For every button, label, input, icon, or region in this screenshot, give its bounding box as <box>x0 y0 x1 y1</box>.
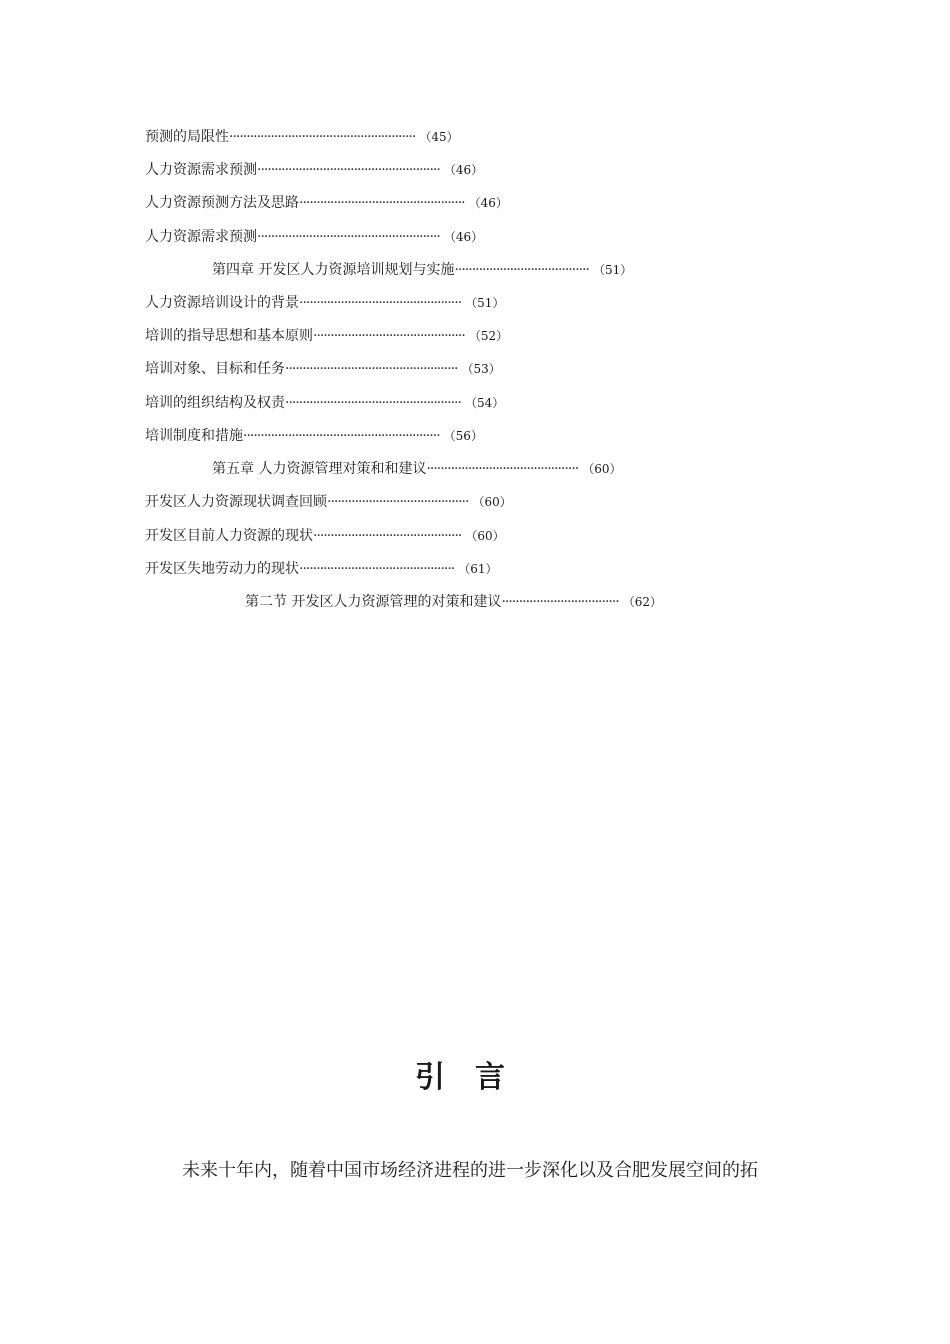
intro-paragraph: 未来十年内，随着中国市场经济进程的进一步深化以及合肥发展空间的拓 <box>182 1160 758 1181</box>
toc-leader-dots: ················································ <box>299 195 465 211</box>
toc-leader-dots: ············································ <box>313 328 465 344</box>
toc-page-number: （52） <box>468 329 509 343</box>
toc-entry-title: 人力资源需求预测 <box>145 229 257 245</box>
toc-page-number: （62） <box>622 595 663 609</box>
toc-entry-title: 培训的组织结构及权责 <box>145 395 285 411</box>
toc-entry <box>145 558 498 580</box>
toc-entry-title: 开发区失地劳动力的现状 <box>145 561 299 577</box>
toc-leader-dots: ············································ <box>426 461 579 477</box>
toc-leader-dots: ·································· <box>501 594 619 610</box>
toc-entry-title: 第二节 开发区人力资源管理的对策和建议 <box>245 594 502 610</box>
toc-page-number: （60） <box>465 529 505 543</box>
toc-entry <box>145 392 504 414</box>
toc-leader-dots: ······················································ <box>229 129 416 145</box>
toc-leader-dots: ········································· <box>327 494 469 510</box>
toc-page-number: （56） <box>443 429 483 443</box>
toc-entry <box>145 358 501 380</box>
toc-entry <box>145 226 483 248</box>
toc-leader-dots: ··········································· <box>313 528 462 544</box>
toc-entry-title: 人力资源预测方法及思路 <box>145 195 299 211</box>
toc-page-number: （51） <box>593 263 633 277</box>
toc-section-entry <box>245 591 662 613</box>
toc-entry-title: 第四章 开发区人力资源培训规划与实施 <box>212 262 455 278</box>
toc-entry <box>145 325 508 347</box>
toc-page-number: （51） <box>465 296 505 310</box>
toc-entry-title: 预测的局限性 <box>145 129 229 145</box>
toc-entry <box>145 192 508 214</box>
toc-page-number: （60） <box>472 495 512 509</box>
toc-entry <box>145 425 483 447</box>
toc-entry-title: 人力资源需求预测 <box>145 162 257 178</box>
toc-leader-dots: ························································· <box>243 428 440 444</box>
toc-entry-title: 培训的指导思想和基本原则 <box>145 328 313 344</box>
toc-entry-title: 培训制度和措施 <box>145 428 243 444</box>
toc-entry-title: 开发区目前人力资源的现状 <box>145 528 313 544</box>
toc-page-number: （60） <box>582 462 622 476</box>
toc-page-number: （54） <box>464 396 505 410</box>
toc-leader-dots: ····················································· <box>257 229 440 245</box>
intro-heading: 引言 <box>415 1060 535 1095</box>
toc-entry <box>145 525 505 547</box>
toc-leader-dots: ·················································· <box>285 361 458 377</box>
toc-page-number: （45） <box>419 130 459 144</box>
toc-entry-title: 人力资源培训设计的背景 <box>145 295 299 311</box>
toc-leader-dots: ··················································· <box>285 395 461 411</box>
toc-leader-dots: ······································· <box>454 262 590 278</box>
toc-chapter-entry <box>212 259 632 281</box>
toc-entry <box>145 491 512 513</box>
toc-entry <box>145 292 504 314</box>
toc-page-number: （46） <box>443 230 484 244</box>
toc-leader-dots: ··············································· <box>299 295 462 311</box>
toc-page-number: （46） <box>443 163 484 177</box>
toc-page-number: （46） <box>468 196 508 210</box>
toc-entry-title: 第五章 人力资源管理对策和和建议 <box>212 461 427 477</box>
toc-entry-title: 培训对象、目标和任务 <box>145 361 285 377</box>
toc-page-number: （61） <box>458 562 498 576</box>
toc-entry-title: 开发区人力资源现状调查回顾 <box>145 494 327 510</box>
toc-entry <box>145 126 459 148</box>
toc-chapter-entry <box>212 458 622 480</box>
toc-page-number: （53） <box>461 362 501 376</box>
toc-entry <box>145 159 483 181</box>
toc-leader-dots: ············································· <box>299 561 455 577</box>
toc-leader-dots: ····················································· <box>257 162 440 178</box>
